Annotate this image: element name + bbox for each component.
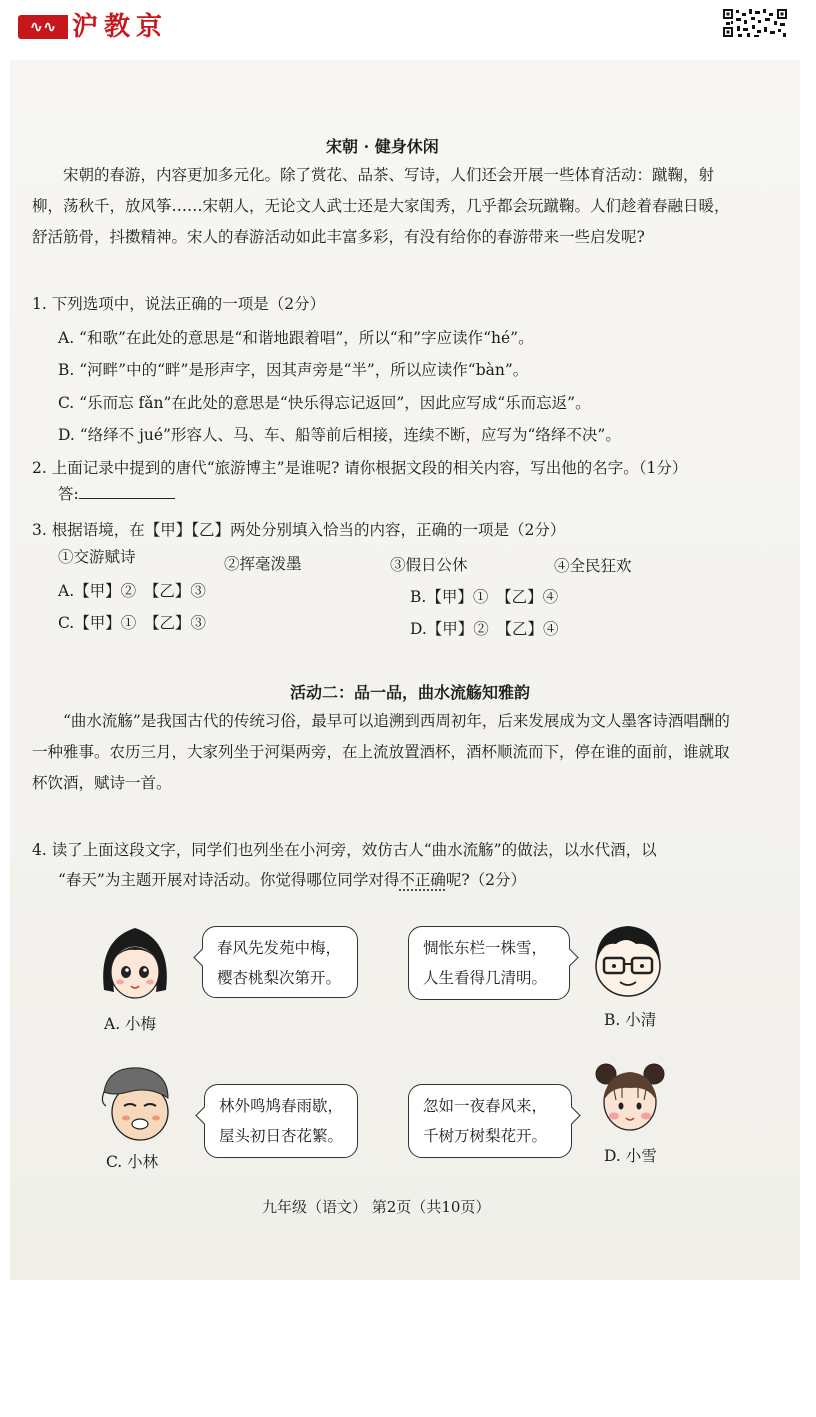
question-3-option-a: A.【甲】② 【乙】③ <box>58 582 206 600</box>
student-label-d: D. 小雪 <box>604 1147 657 1165</box>
section-paragraph-song: 宋朝的春游，内容更加多元化。除了赏花、品茶、写诗，人们还会开展一些体育活动：蹴鞠，射柳，荡秋千，放风筝……宋朝人，无论文人武士还是大家闺秀，几乎都会玩蹴鞠。人们趁着春融日暖，舒活筋骨，抖擞精神。宋人的春游活动如此丰富多彩，有没有给你的春游带来一些启发呢? <box>32 166 730 246</box>
student-label-c: C. 小林 <box>106 1153 159 1171</box>
speech-bubble-c <box>204 1084 358 1158</box>
boy-glasses-avatar-icon <box>586 920 670 1002</box>
answer-label: 答: <box>58 485 79 503</box>
student-label-a: A. 小梅 <box>104 1015 157 1033</box>
question-2-stem: 2. 上面记录中提到的唐代“旅游博主”是谁呢? 请你根据文段的相关内容，写出他的名字。（1分） <box>32 459 688 477</box>
question-4-stem-line-1: 4. 读了上面这段文字，同学们也列坐在小河旁，效仿古人“曲水流觞”的做法，以水代酒，以 <box>32 841 657 859</box>
question-3-option-c: C.【甲】① 【乙】③ <box>58 614 206 632</box>
question-3-choice-3: ③假日公休 <box>390 556 468 574</box>
poem-line-b-2: 人生看得几清明。 <box>423 969 548 987</box>
question-1-option-b: B. “河畔”中的“畔”是形声字，因其声旁是“半”，所以应读作“bàn”。 <box>58 361 529 379</box>
speech-bubble-a <box>202 926 358 998</box>
question-4-stem-end: 呢?（2分） <box>445 871 527 889</box>
publisher-logo <box>18 14 168 40</box>
question-3-stem: 3. 根据语境，在【甲】【乙】两处分别填入恰当的内容，正确的一项是（2分） <box>32 521 566 539</box>
speech-bubble-b <box>408 926 570 1000</box>
question-3-choice-1: ①交游赋诗 <box>58 548 136 566</box>
poem-line-a-1: 春风先发苑中梅， <box>217 939 342 957</box>
poem-line-d-1: 忽如一夜春风来， <box>423 1097 548 1115</box>
section-title-song: 宋朝 · 健身休闲 <box>326 137 439 156</box>
question-4-stem-line-2 <box>58 868 526 890</box>
poem-line-c-2: 屋头初日杏花繁。 <box>219 1127 344 1145</box>
question-1-stem: 1. 下列选项中，说法正确的一项是（2分） <box>32 295 326 313</box>
logo-text: 沪教京 <box>72 12 169 42</box>
section-paragraph-activity-2: “曲水流觞”是我国古代的传统习俗，最早可以追溯到西周初年，后来发展成为文人墨客诗酒唱酬的一种雅事。农历三月，大家列坐于河渠两旁，在上流放置酒杯，酒杯顺流而下，停在谁的面前，谁就取杯饮酒，赋诗一首。 <box>32 712 730 792</box>
question-3-choice-4: ④全民狂欢 <box>554 557 632 575</box>
question-4-emphasis: 不正确 <box>399 871 446 889</box>
question-1-option-a: A. “和歌”在此处的意思是“和谐地跟着唱”，所以“和”字应读作“hé”。 <box>58 329 534 347</box>
question-3-choice-2: ②挥毫泼墨 <box>224 555 302 573</box>
girl-avatar-icon <box>96 920 174 1004</box>
student-label-b: B. 小清 <box>604 1011 657 1029</box>
logo-mark-icon: ∿∿ <box>18 15 68 39</box>
question-2-answer-line <box>58 482 175 504</box>
question-4-stem-text: “春天”为主题开展对诗活动。你觉得哪位同学对得 <box>58 871 400 889</box>
question-1-option-d: D. “络绎不 jué”形容人、马、车、船等前后相接，连续不断，应写为“络绎不决”。 <box>58 426 621 444</box>
question-1-option-c: C. “乐而忘 fǎn”在此处的意思是“快乐得忘记返回”，因此应写成“乐而忘返”。 <box>58 394 591 412</box>
answer-blank[interactable] <box>79 484 175 499</box>
question-3-option-b: B.【甲】① 【乙】④ <box>410 588 559 606</box>
poem-line-a-2: 樱杏桃梨次第开。 <box>217 969 342 987</box>
question-3-option-d: D.【甲】② 【乙】④ <box>410 620 559 638</box>
poem-line-b-1: 惆怅东栏一株雪， <box>423 939 548 957</box>
girl-buns-avatar-icon <box>592 1060 668 1136</box>
poem-line-d-2: 千树万树梨花开。 <box>423 1127 548 1145</box>
boy-cap-avatar-icon <box>98 1062 176 1144</box>
qr-code-icon <box>722 8 788 38</box>
section-title-activity-2: 活动二：品一品，曲水流觞知雅韵 <box>290 683 531 702</box>
page-footer: 九年级（语文） 第2页（共10页） <box>262 1198 491 1216</box>
speech-bubble-d <box>408 1084 572 1158</box>
poem-line-c-1: 林外鸣鸠春雨歇， <box>219 1097 344 1115</box>
